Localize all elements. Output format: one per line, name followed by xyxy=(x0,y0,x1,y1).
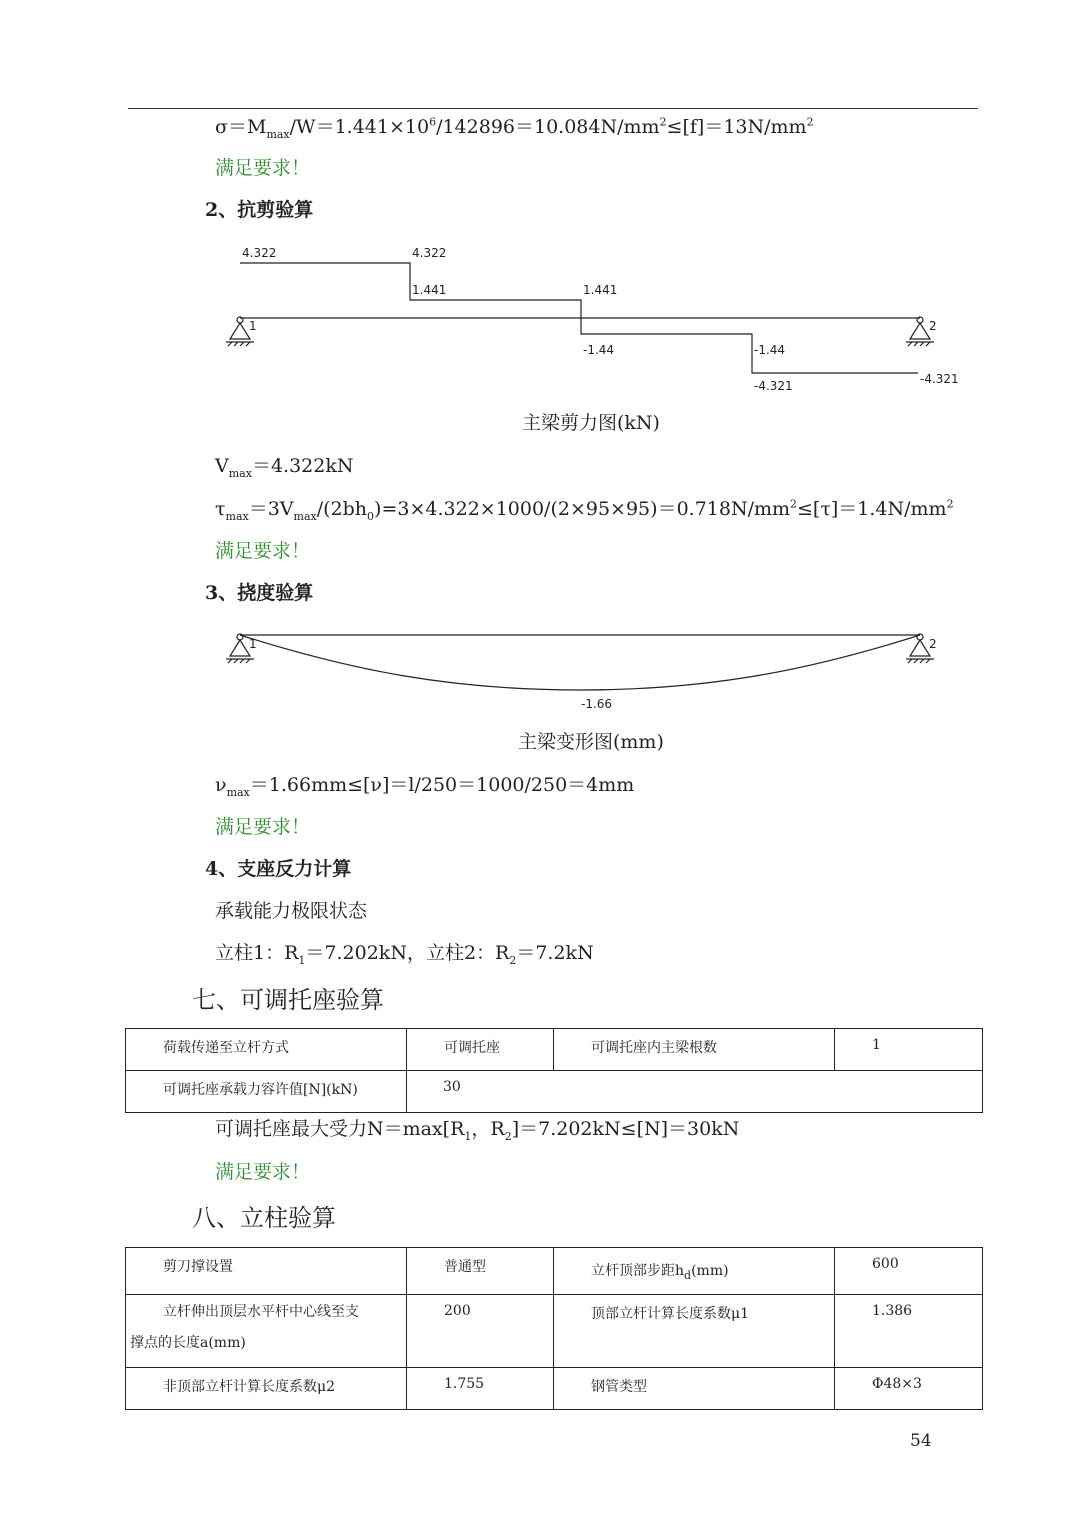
shear-label: 1.441 xyxy=(412,283,447,297)
support-2-label: 2 xyxy=(929,319,937,333)
deflection-curve xyxy=(240,635,920,690)
bearing-check-line: 可调托座最大受力$N=\max[R_1$，$R_2]=7.202kN\le[N]=30kN$ xyxy=(215,1118,740,1143)
table-cell: 非顶部立杆计算长度系数μ2 xyxy=(126,1368,407,1410)
shear-label: -4.321 xyxy=(920,372,959,386)
stress-result: 满足要求！ xyxy=(215,157,311,179)
table-row xyxy=(126,1295,983,1368)
tau-line: $\tau_{max}=3V_{max}/(2bh_0)=3\times 4.322\times 1000/(2\times 95\times 95)=0.718N/mm^2\le[\tau]=1.4N/mm^2$ xyxy=(215,497,954,523)
table-cell: 30 xyxy=(407,1071,983,1113)
deflection-support-1-label: 1 xyxy=(249,637,257,651)
table-row xyxy=(126,1029,983,1071)
shear-label: -4.321 xyxy=(754,379,793,393)
deflection-support-2-label: 2 xyxy=(929,637,937,651)
deflection-heading: 3、挠度验算 xyxy=(205,582,314,604)
shear-diagram-caption: 主梁剪力图(kN) xyxy=(522,412,660,434)
vmax-line: $V_{max}=4.322kN$ xyxy=(215,455,354,480)
shear-label: -1.44 xyxy=(754,343,786,357)
table-cell: Φ48×3 xyxy=(835,1368,983,1410)
support-1-label: 1 xyxy=(249,319,257,333)
shear-label: 1.441 xyxy=(583,283,618,297)
table-row xyxy=(126,1248,983,1295)
section8-heading: 八、立柱验算 xyxy=(192,1204,336,1232)
table-cell: 可调托座内主梁根数 xyxy=(554,1029,835,1071)
shear-label: 4.322 xyxy=(412,246,447,260)
shear-result: 满足要求！ xyxy=(215,540,311,562)
nu-line: $\nu_{max}=1.66mm\le[\nu]=l/250=1000/250=4mm$ xyxy=(215,774,635,799)
table-row xyxy=(126,1368,983,1410)
table-cell: 钢管类型 xyxy=(554,1368,835,1410)
table-row xyxy=(126,1071,983,1113)
table-cell: 可调托座承载力容许值[N](kN) xyxy=(126,1071,407,1113)
table-cell: 顶部立杆计算长度系数μ1 xyxy=(554,1295,835,1368)
deflection-diagram-caption: 主梁变形图(mm) xyxy=(518,731,664,753)
deflection-label: -1.66 xyxy=(581,697,613,711)
stress-formula: $\sigma=M_{max}/W=1.441\times 10^6/142896=10.084N/mm^2\le[f]=13N/mm^2$ xyxy=(215,115,814,141)
reaction-line: 立柱1：$R_1=7.202kN$，立柱2：$R_2=7.2kN$ xyxy=(215,942,594,967)
table-cell: 1.755 xyxy=(407,1368,554,1410)
reaction-heading: 4、支座反力计算 xyxy=(205,858,352,880)
shear-heading: 2、抗剪验算 xyxy=(205,199,314,221)
reaction-state: 承载能力极限状态 xyxy=(215,900,368,922)
shear-label: 4.322 xyxy=(242,246,277,260)
page-number: 54 xyxy=(910,1431,932,1451)
table-cell: 1 xyxy=(835,1029,983,1071)
table-cell: 立杆顶部步距$h_d(mm)$ xyxy=(554,1248,835,1295)
section8-table xyxy=(125,1247,983,1410)
table-cell: 1.386 xyxy=(835,1295,983,1368)
table-cell: 600 xyxy=(835,1248,983,1295)
table-cell: 荷载传递至立杆方式 xyxy=(126,1029,407,1071)
table-cell: 普通型 xyxy=(407,1248,554,1295)
bearing-result: 满足要求！ xyxy=(215,1161,311,1183)
table-cell: 200 xyxy=(407,1295,554,1368)
deflection-result: 满足要求！ xyxy=(215,816,311,838)
section7-table xyxy=(125,1028,983,1113)
table-cell: 立杆伸出顶层水平杆中心线至支 撑点的长度a(mm) xyxy=(126,1295,407,1368)
table-cell: 可调托座 xyxy=(407,1029,554,1071)
table-cell: 剪刀撑设置 xyxy=(126,1248,407,1295)
section7-heading: 七、可调托座验算 xyxy=(192,986,384,1014)
shear-label: -1.44 xyxy=(583,343,615,357)
